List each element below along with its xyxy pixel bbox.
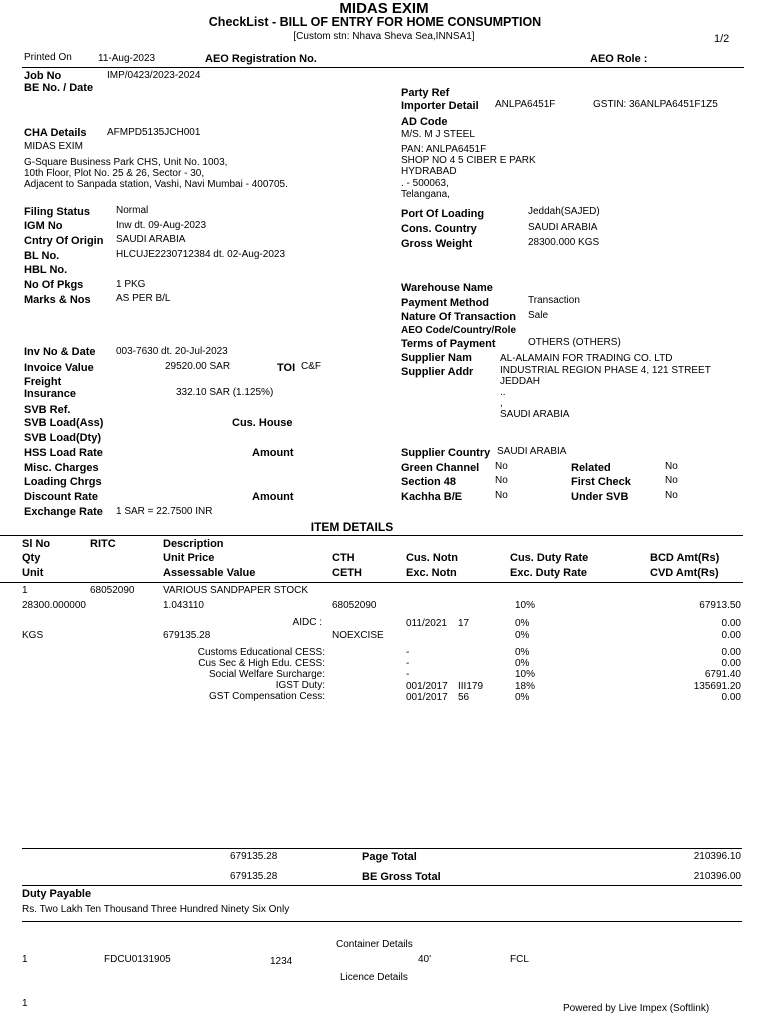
cha-code: AFMPD5135JCH001 <box>107 127 201 138</box>
powered-by: Powered by Live Impex (Softlink) <box>563 1003 710 1014</box>
item-unit: KGS <box>22 630 44 641</box>
duty-notn: 001/2017 <box>406 692 448 703</box>
freight-label: Freight <box>24 376 62 388</box>
under-svb-label: Under SVB <box>571 491 629 503</box>
importer-address-line1: SHOP NO 4 5 CIBER E PARK <box>401 155 536 166</box>
duty-rate: 0% <box>515 692 530 703</box>
terms-of-payment-label: Terms of Payment <box>401 338 496 350</box>
totals-bottom-line <box>22 885 742 886</box>
duty-rate: 0% <box>515 647 530 658</box>
item-cvd-amt: 0.00 <box>721 630 741 641</box>
be-gross-total-value: 679135.28 <box>230 871 278 882</box>
filing-status-value: Normal <box>116 205 149 216</box>
printed-on-value: 11-Aug-2023 <box>98 53 156 64</box>
toi-label: TOI <box>277 362 296 374</box>
licence-details-title: Licence Details <box>340 972 408 983</box>
svb-load-dty-label: SVB Load(Dty) <box>24 432 101 444</box>
col-cth: CTH <box>332 552 355 564</box>
duty-notn: - <box>406 658 410 669</box>
gross-weight-label: Gross Weight <box>401 238 473 250</box>
cus-house-label: Cus. House <box>232 417 293 429</box>
exchange-rate-value: 1 SAR = 22.7500 INR <box>116 506 213 517</box>
col-bcd-amt: BCD Amt(Rs) <box>650 552 720 564</box>
supplier-name-label: Supplier Nam <box>401 352 472 364</box>
duty-amt: 0.00 <box>721 658 741 669</box>
item-details-title: ITEM DETAILS <box>310 520 394 534</box>
hbl-label: HBL No. <box>24 264 68 276</box>
supplier-address-line5: SAUDI ARABIA <box>500 409 570 420</box>
duty-payable-words: Rs. Two Lakh Ten Thousand Three Hundred Ninety Six Only <box>22 904 290 915</box>
kachha-be-label: Kachha B/E <box>401 491 463 503</box>
supplier-name-value: AL-ALAMAIN FOR TRADING CO. LTD <box>500 353 673 364</box>
col-assessable-value: Assessable Value <box>163 567 256 579</box>
item-header-bottom-line <box>0 582 743 583</box>
col-unit-price: Unit Price <box>163 552 215 564</box>
duty-amt: 0.00 <box>721 647 741 658</box>
container-seal: 1234 <box>270 956 293 967</box>
duty-notn: - <box>406 647 410 658</box>
page-total-value: 679135.28 <box>230 851 278 862</box>
duty-label: Cus Sec & High Edu. CESS: <box>198 658 325 669</box>
section-48-label: Section 48 <box>401 476 457 488</box>
document-title: CheckList - BILL OF ENTRY FOR HOME CONSUMPTION <box>208 15 542 29</box>
supplier-address-line1: INDUSTRIAL REGION PHASE 4, 121 STREET <box>500 365 711 376</box>
igm-value: Inw dt. 09-Aug-2023 <box>116 220 207 231</box>
svb-ref-label: SVB Ref. <box>24 404 71 416</box>
item-cth: 68052090 <box>332 600 377 611</box>
container-number: FDCU0131905 <box>104 954 171 965</box>
filing-status-label: Filing Status <box>24 206 90 218</box>
item-description: VARIOUS SANDPAPER STOCK <box>163 585 309 596</box>
item-qty: 28300.000000 <box>22 600 86 611</box>
duty-payable-label: Duty Payable <box>22 888 92 900</box>
duty-amt: 135691.20 <box>693 681 741 692</box>
item-unit-price: 1.043110 <box>163 600 204 611</box>
page-total-amount: 210396.10 <box>693 851 741 862</box>
importer-address-line3: . - 500063, <box>401 178 449 189</box>
container-size: 40' <box>418 954 432 965</box>
item-cvd-rate: 0% <box>515 630 530 641</box>
supplier-country-value: SAUDI ARABIA <box>497 446 567 457</box>
misc-charges-label: Misc. Charges <box>24 462 99 474</box>
job-no-label: Job No <box>24 70 62 82</box>
item-bcd-amt: 67913.50 <box>699 600 741 611</box>
container-type: FCL <box>510 954 529 965</box>
duty-label: Social Welfare Surcharge: <box>209 669 325 680</box>
gstin-value: 36ANLPA6451F1Z5 <box>629 99 718 110</box>
job-no-value: IMP/0423/2023-2024 <box>107 70 201 81</box>
header-divider <box>22 67 744 68</box>
container-details-title: Container Details <box>336 939 413 950</box>
importer-name: M/S. M J STEEL <box>401 129 475 140</box>
duty-sl: III179 <box>458 681 484 692</box>
aidc-sl: 17 <box>458 618 470 629</box>
col-description: Description <box>163 538 224 550</box>
invoice-value: 29520.00 SAR <box>165 361 231 372</box>
invoice-no-value: 003-7630 dt. 20-Jul-2023 <box>116 346 228 357</box>
green-channel-value: No <box>495 461 508 472</box>
be-no-label: BE No. / Date <box>24 82 94 94</box>
supplier-address-line4: , <box>500 398 503 409</box>
col-sl-no: Sl No <box>22 538 51 550</box>
insurance-value: 332.10 SAR (1.125%) <box>176 387 274 398</box>
invoice-value-label: Invoice Value <box>24 362 94 374</box>
aeo-registration-label: AEO Registration No. <box>205 53 317 65</box>
amount-label: Amount <box>252 447 294 459</box>
cha-address-line2: 10th Floor, Plot No. 25 & 26, Sector - 30, <box>24 168 205 179</box>
port-of-loading-value: Jeddah(SAJED) <box>528 206 600 217</box>
col-qty: Qty <box>22 552 41 564</box>
importer-address-line2: HYDRABAD <box>401 166 457 177</box>
kachha-be-value: No <box>495 490 508 501</box>
importer-detail-label: Importer Detail <box>401 100 479 112</box>
nature-of-transaction-value: Sale <box>528 310 549 321</box>
duty-bottom-line <box>22 921 742 922</box>
duty-notn: - <box>406 669 410 680</box>
hss-load-rate-label: HSS Load Rate <box>24 447 103 459</box>
gstin-label: GSTIN: <box>593 99 627 110</box>
cons-country-label: Cons. Country <box>401 223 477 235</box>
green-channel-label: Green Channel <box>401 462 480 474</box>
supplier-address-label: Supplier Addr <box>401 366 474 378</box>
item-sl-no: 1 <box>22 585 28 596</box>
related-value: No <box>665 461 678 472</box>
port-of-loading-label: Port Of Loading <box>401 208 485 220</box>
exchange-rate-label: Exchange Rate <box>24 506 103 518</box>
origin-value: SAUDI ARABIA <box>116 234 186 245</box>
marks-label: Marks & Nos <box>24 294 91 306</box>
importer-code: ANLPA6451F <box>495 99 556 110</box>
related-label: Related <box>571 462 611 474</box>
payment-method-label: Payment Method <box>401 297 490 309</box>
loading-charges-label: Loading Chrgs <box>24 476 102 488</box>
duty-label: IGST Duty: <box>275 680 325 691</box>
aidc-amt: 0.00 <box>721 618 741 629</box>
be-gross-total-label: BE Gross Total <box>362 871 441 883</box>
cons-country-value: SAUDI ARABIA <box>528 222 598 233</box>
section-48-value: No <box>495 475 508 486</box>
bl-label: BL No. <box>24 250 60 262</box>
gross-weight-value: 28300.000 KGS <box>528 237 600 248</box>
item-ritc: 68052090 <box>90 585 135 596</box>
col-cus-notn: Cus. Notn <box>406 552 458 564</box>
warehouse-name-label: Warehouse Name <box>401 282 493 294</box>
bl-value: HLCUJE2230712384 dt. 02-Aug-2023 <box>116 249 286 260</box>
page-total-label: Page Total <box>362 851 417 863</box>
item-bcd-rate: 10% <box>515 600 536 611</box>
col-cus-duty-rate: Cus. Duty Rate <box>510 552 589 564</box>
cha-address-line3: Adjacent to Sanpada station, Vashi, Navi Mumbai - 400705. <box>24 179 288 190</box>
invoice-no-label: Inv No & Date <box>24 346 96 358</box>
duty-rate: 0% <box>515 658 530 669</box>
payment-method-value: Transaction <box>528 295 580 306</box>
supplier-country-label: Supplier Country <box>401 447 491 459</box>
supplier-address-line3: .. <box>500 387 506 398</box>
totals-top-line <box>22 848 742 849</box>
col-exc-duty-rate: Exc. Duty Rate <box>510 567 588 579</box>
item-ceth: NOEXCISE <box>332 630 384 641</box>
col-ceth: CETH <box>332 567 362 579</box>
toi-value: C&F <box>301 361 321 372</box>
insurance-label: Insurance <box>24 388 76 400</box>
aidc-notn: 011/2021 <box>406 618 447 629</box>
first-check-value: No <box>665 475 678 486</box>
cha-address-line1: G-Square Business Park CHS, Unit No. 1003, <box>24 157 228 168</box>
importer-address-line4: Telangana, <box>401 189 450 200</box>
company-name: MIDAS EXIM <box>339 0 429 17</box>
duty-sl: 56 <box>458 692 470 703</box>
svb-load-ass-label: SVB Load(Ass) <box>24 417 104 429</box>
aidc-rate: 0% <box>515 618 530 629</box>
item-header-top-line <box>0 535 743 536</box>
party-ref-label: Party Ref <box>401 87 450 99</box>
duty-label: Customs Educational CESS: <box>197 647 325 658</box>
printed-on-label: Printed On <box>24 52 72 63</box>
cha-name: MIDAS EXIM <box>24 141 83 152</box>
col-cvd-amt: CVD Amt(Rs) <box>650 567 719 579</box>
footer-page-number: 1 <box>22 998 28 1009</box>
discount-amount-label: Amount <box>252 491 294 503</box>
aeo-code-label: AEO Code/Country/Role <box>401 325 517 336</box>
discount-rate-label: Discount Rate <box>24 491 98 503</box>
first-check-label: First Check <box>571 476 631 488</box>
aeo-role-label: AEO Role : <box>590 53 648 65</box>
duty-label: GST Compensation Cess: <box>209 691 325 702</box>
igm-label: IGM No <box>24 220 63 232</box>
duty-rate: 18% <box>515 681 536 692</box>
nature-of-transaction-label: Nature Of Transaction <box>401 311 516 323</box>
item-assessable-value: 679135.28 <box>163 630 211 641</box>
aidc-label: AIDC : <box>292 617 322 628</box>
col-exc-notn: Exc. Notn <box>406 567 457 579</box>
be-gross-total-amount: 210396.00 <box>693 871 741 882</box>
duty-notn: 001/2017 <box>406 681 448 692</box>
duty-amt: 6791.40 <box>704 669 741 680</box>
custom-station: [Custom stn: Nhava Sheva Sea,INNSA1] <box>293 31 475 42</box>
marks-value: AS PER B/L <box>116 293 171 304</box>
pkgs-value: 1 PKG <box>116 279 146 290</box>
terms-of-payment-value: OTHERS (OTHERS) <box>528 337 621 348</box>
under-svb-value: No <box>665 490 678 501</box>
cha-details-label: CHA Details <box>24 127 87 139</box>
origin-label: Cntry Of Origin <box>24 235 104 247</box>
supplier-address-line2: JEDDAH <box>500 376 541 387</box>
col-unit: Unit <box>22 567 44 579</box>
container-sl: 1 <box>22 954 28 965</box>
ad-code-label: AD Code <box>401 116 448 128</box>
duty-amt: 0.00 <box>721 692 741 703</box>
page-indicator: 1/2 <box>714 33 730 45</box>
duty-rate: 10% <box>515 669 536 680</box>
col-ritc: RITC <box>90 538 116 550</box>
pkgs-label: No Of Pkgs <box>24 279 84 291</box>
importer-pan: PAN: ANLPA6451F <box>401 144 487 155</box>
